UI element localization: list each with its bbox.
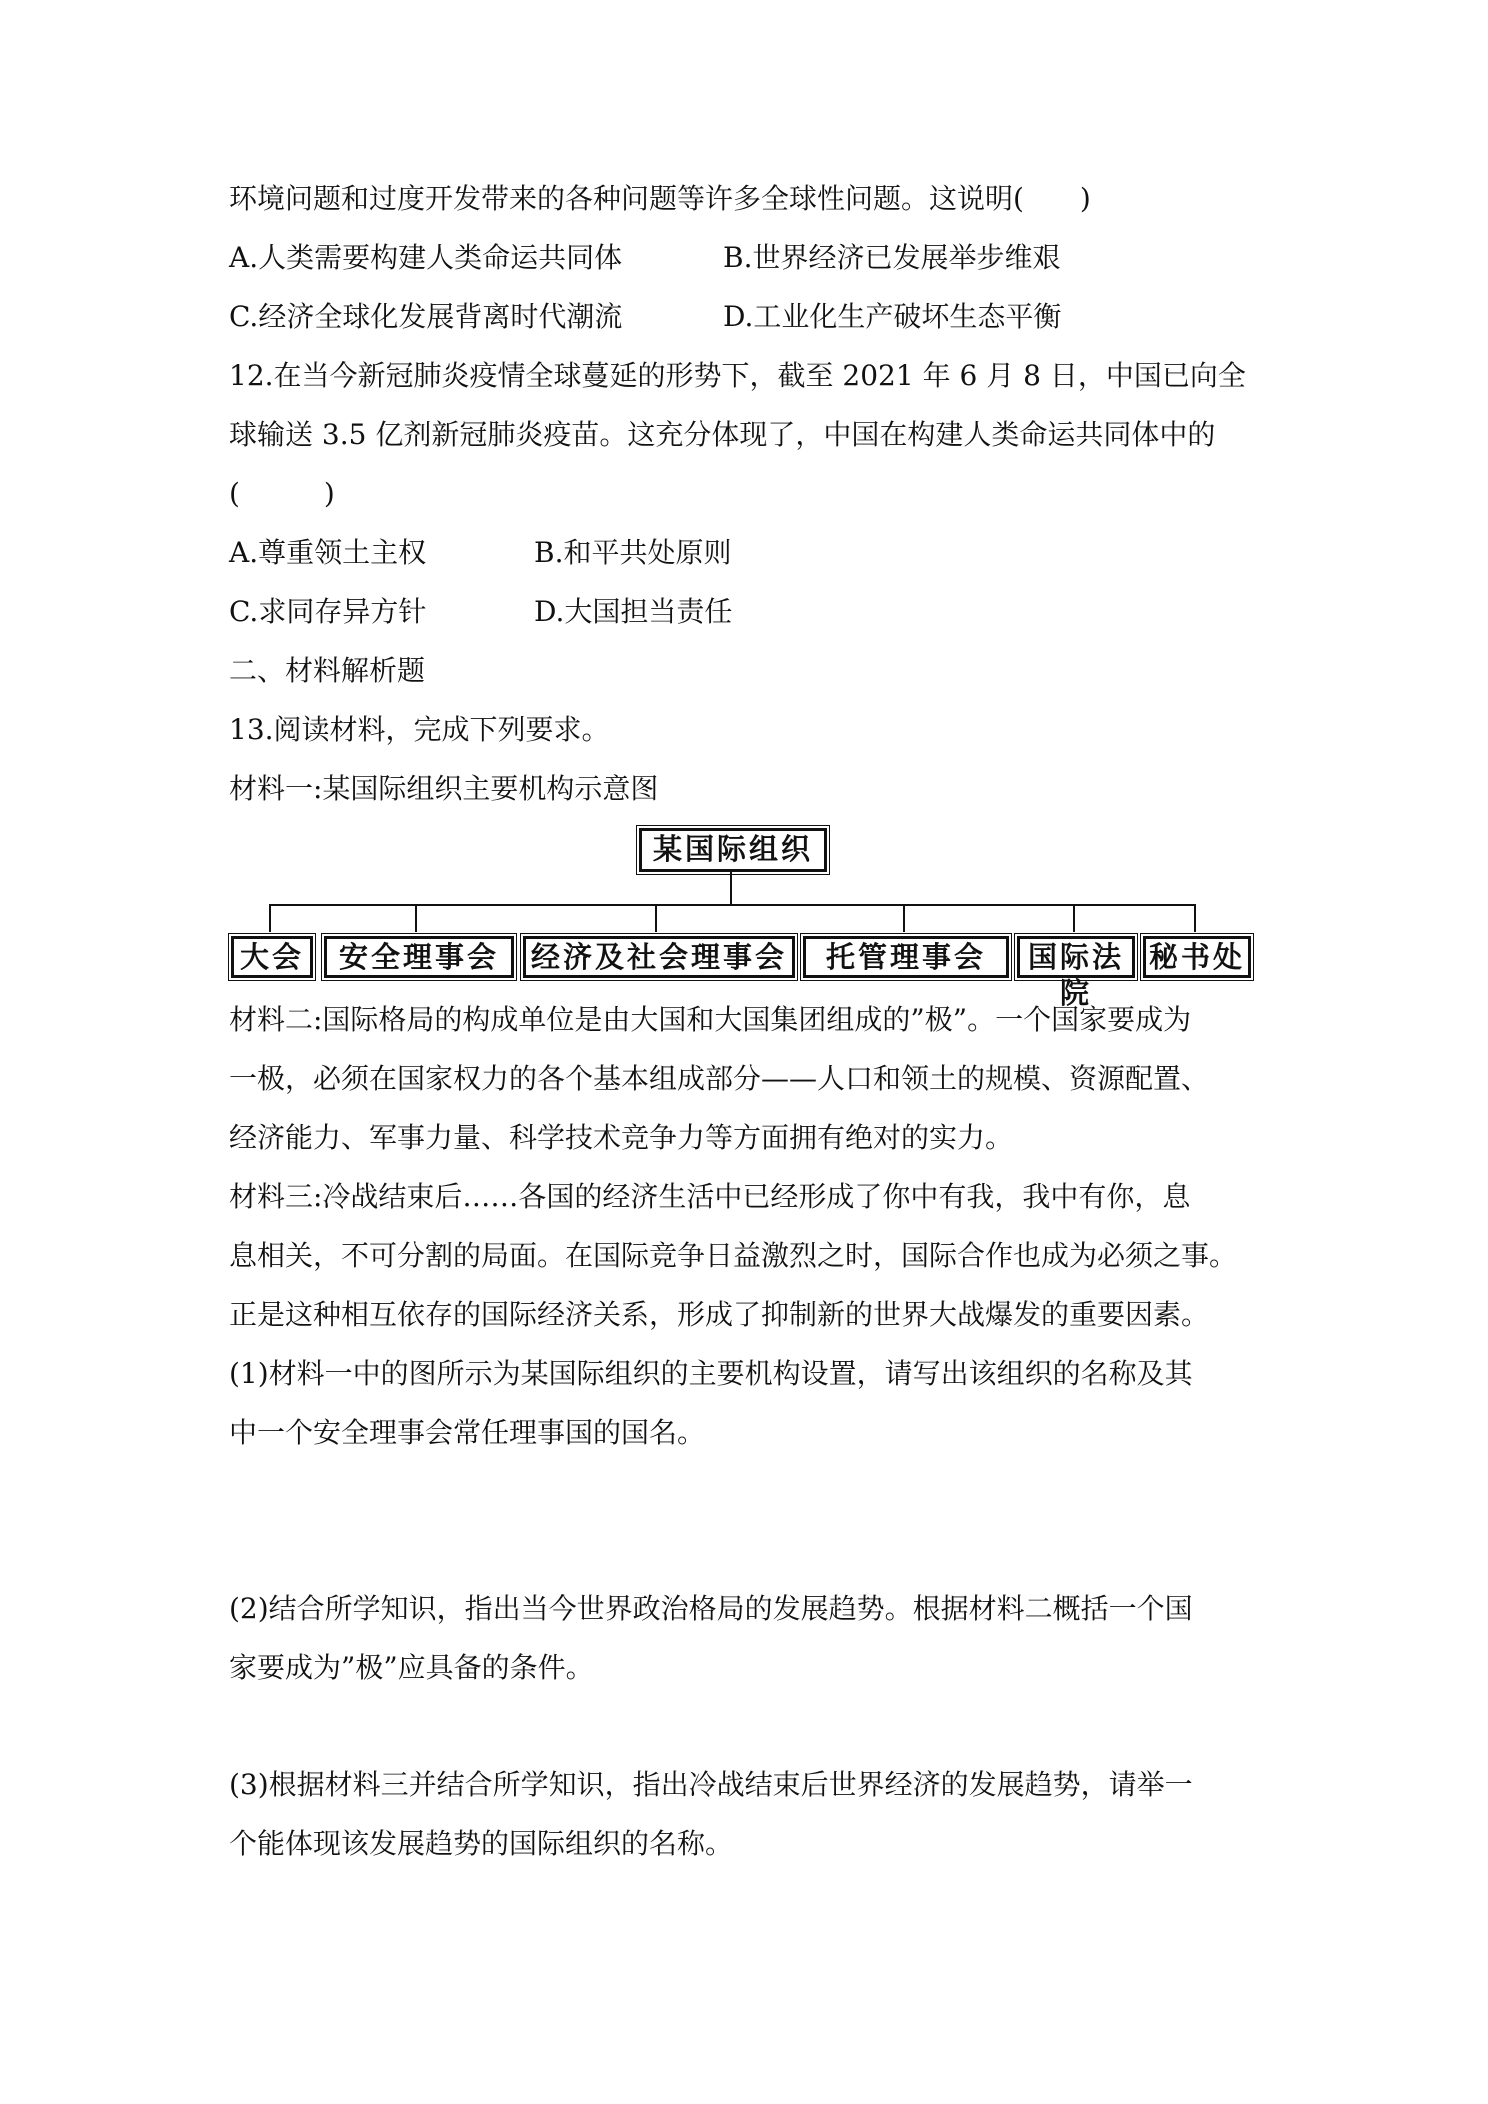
diagram-root-connector [730, 872, 732, 904]
diagram-child-connector [415, 904, 417, 932]
diagram-root-box: 某国际组织 [639, 828, 827, 872]
material-three-line2: 息相关，不可分割的局面。在国际竞争日益激烈之时，国际合作也成为必须之事。 [229, 1239, 1238, 1272]
q11-stem-end: 环境问题和过度开发带来的各种问题等许多全球性问题。这说明( ) [229, 182, 1091, 215]
diagram-child-connector [1194, 904, 1196, 932]
diagram-box-general-assembly: 大会 [231, 936, 313, 978]
diagram-child-connector [269, 904, 271, 932]
material-two-line1: 材料二:国际格局的构成单位是由大国和大国集团组成的”极”。一个国家要成为 [229, 1003, 1192, 1036]
sub-question-2-line2: 家要成为”极”应具备的条件。 [229, 1651, 594, 1684]
material-two-line3: 经济能力、军事力量、科学技术竞争力等方面拥有绝对的实力。 [229, 1121, 1014, 1154]
sub-question-1-line1: (1)材料一中的图所示为某国际组织的主要机构设置，请写出该组织的名称及其 [229, 1357, 1193, 1390]
material-three-line1: 材料三:冷战结束后……各国的经济生活中已经形成了你中有我，我中有你，息 [229, 1180, 1191, 1213]
material-two-line2: 一极，必须在国家权力的各个基本组成部分——人口和领土的规模、资源配置、 [229, 1062, 1210, 1095]
diagram-box-security-council: 安全理事会 [324, 936, 514, 978]
diagram-child-connector [903, 904, 905, 932]
section-heading: 二、材料解析题 [229, 654, 426, 687]
sub-question-1-line2: 中一个安全理事会常任理事国的国名。 [229, 1416, 706, 1449]
q12-option-d: D.大国担当责任 [534, 595, 733, 628]
q12-option-c: C.求同存异方针 [229, 595, 427, 628]
q13-stem: 13.阅读材料，完成下列要求。 [229, 713, 610, 746]
diagram-box-secretariat: 秘书处 [1143, 936, 1251, 978]
diagram-child-connector [1073, 904, 1075, 932]
diagram-child-connector [655, 904, 657, 932]
sub-question-3-line2: 个能体现该发展趋势的国际组织的名称。 [229, 1827, 734, 1860]
sub-question-2-line1: (2)结合所学知识，指出当今世界政治格局的发展趋势。根据材料二概括一个国 [229, 1592, 1193, 1625]
q12-stem-line1: 12.在当今新冠肺炎疫情全球蔓延的形势下，截至 2021 年 6 月 8 日，中国已向全 [229, 359, 1246, 392]
diagram-box-international-court: 国际法院 [1017, 936, 1135, 978]
org-structure-diagram [225, 822, 1275, 1010]
q11-option-d: D.工业化生产破坏生态平衡 [723, 300, 1062, 333]
diagram-box-economic-social-council: 经济及社会理事会 [523, 936, 795, 978]
material-three-line3: 正是这种相互依存的国际经济关系，形成了抑制新的世界大战爆发的重要因素。 [229, 1298, 1210, 1331]
q11-option-c: C.经济全球化发展背离时代潮流 [229, 300, 623, 333]
diagram-box-trusteeship-council: 托管理事会 [803, 936, 1009, 978]
q12-stem-line2: 球输送 3.5 亿剂新冠肺炎疫苗。这充分体现了，中国在构建人类命运共同体中的 [229, 418, 1216, 451]
q12-option-b: B.和平共处原则 [534, 536, 732, 569]
sub-question-3-line1: (3)根据材料三并结合所学知识，指出冷战结束后世界经济的发展趋势，请举一 [229, 1768, 1193, 1801]
q11-option-b: B.世界经济已发展举步维艰 [723, 241, 1061, 274]
q12-option-a: A.尊重领土主权 [229, 536, 427, 569]
q12-stem-line3: ( ) [229, 477, 335, 510]
material-one-title: 材料一:某国际组织主要机构示意图 [229, 772, 659, 805]
diagram-branch-line [269, 904, 1194, 906]
q11-option-a: A.人类需要构建人类命运共同体 [229, 241, 623, 274]
